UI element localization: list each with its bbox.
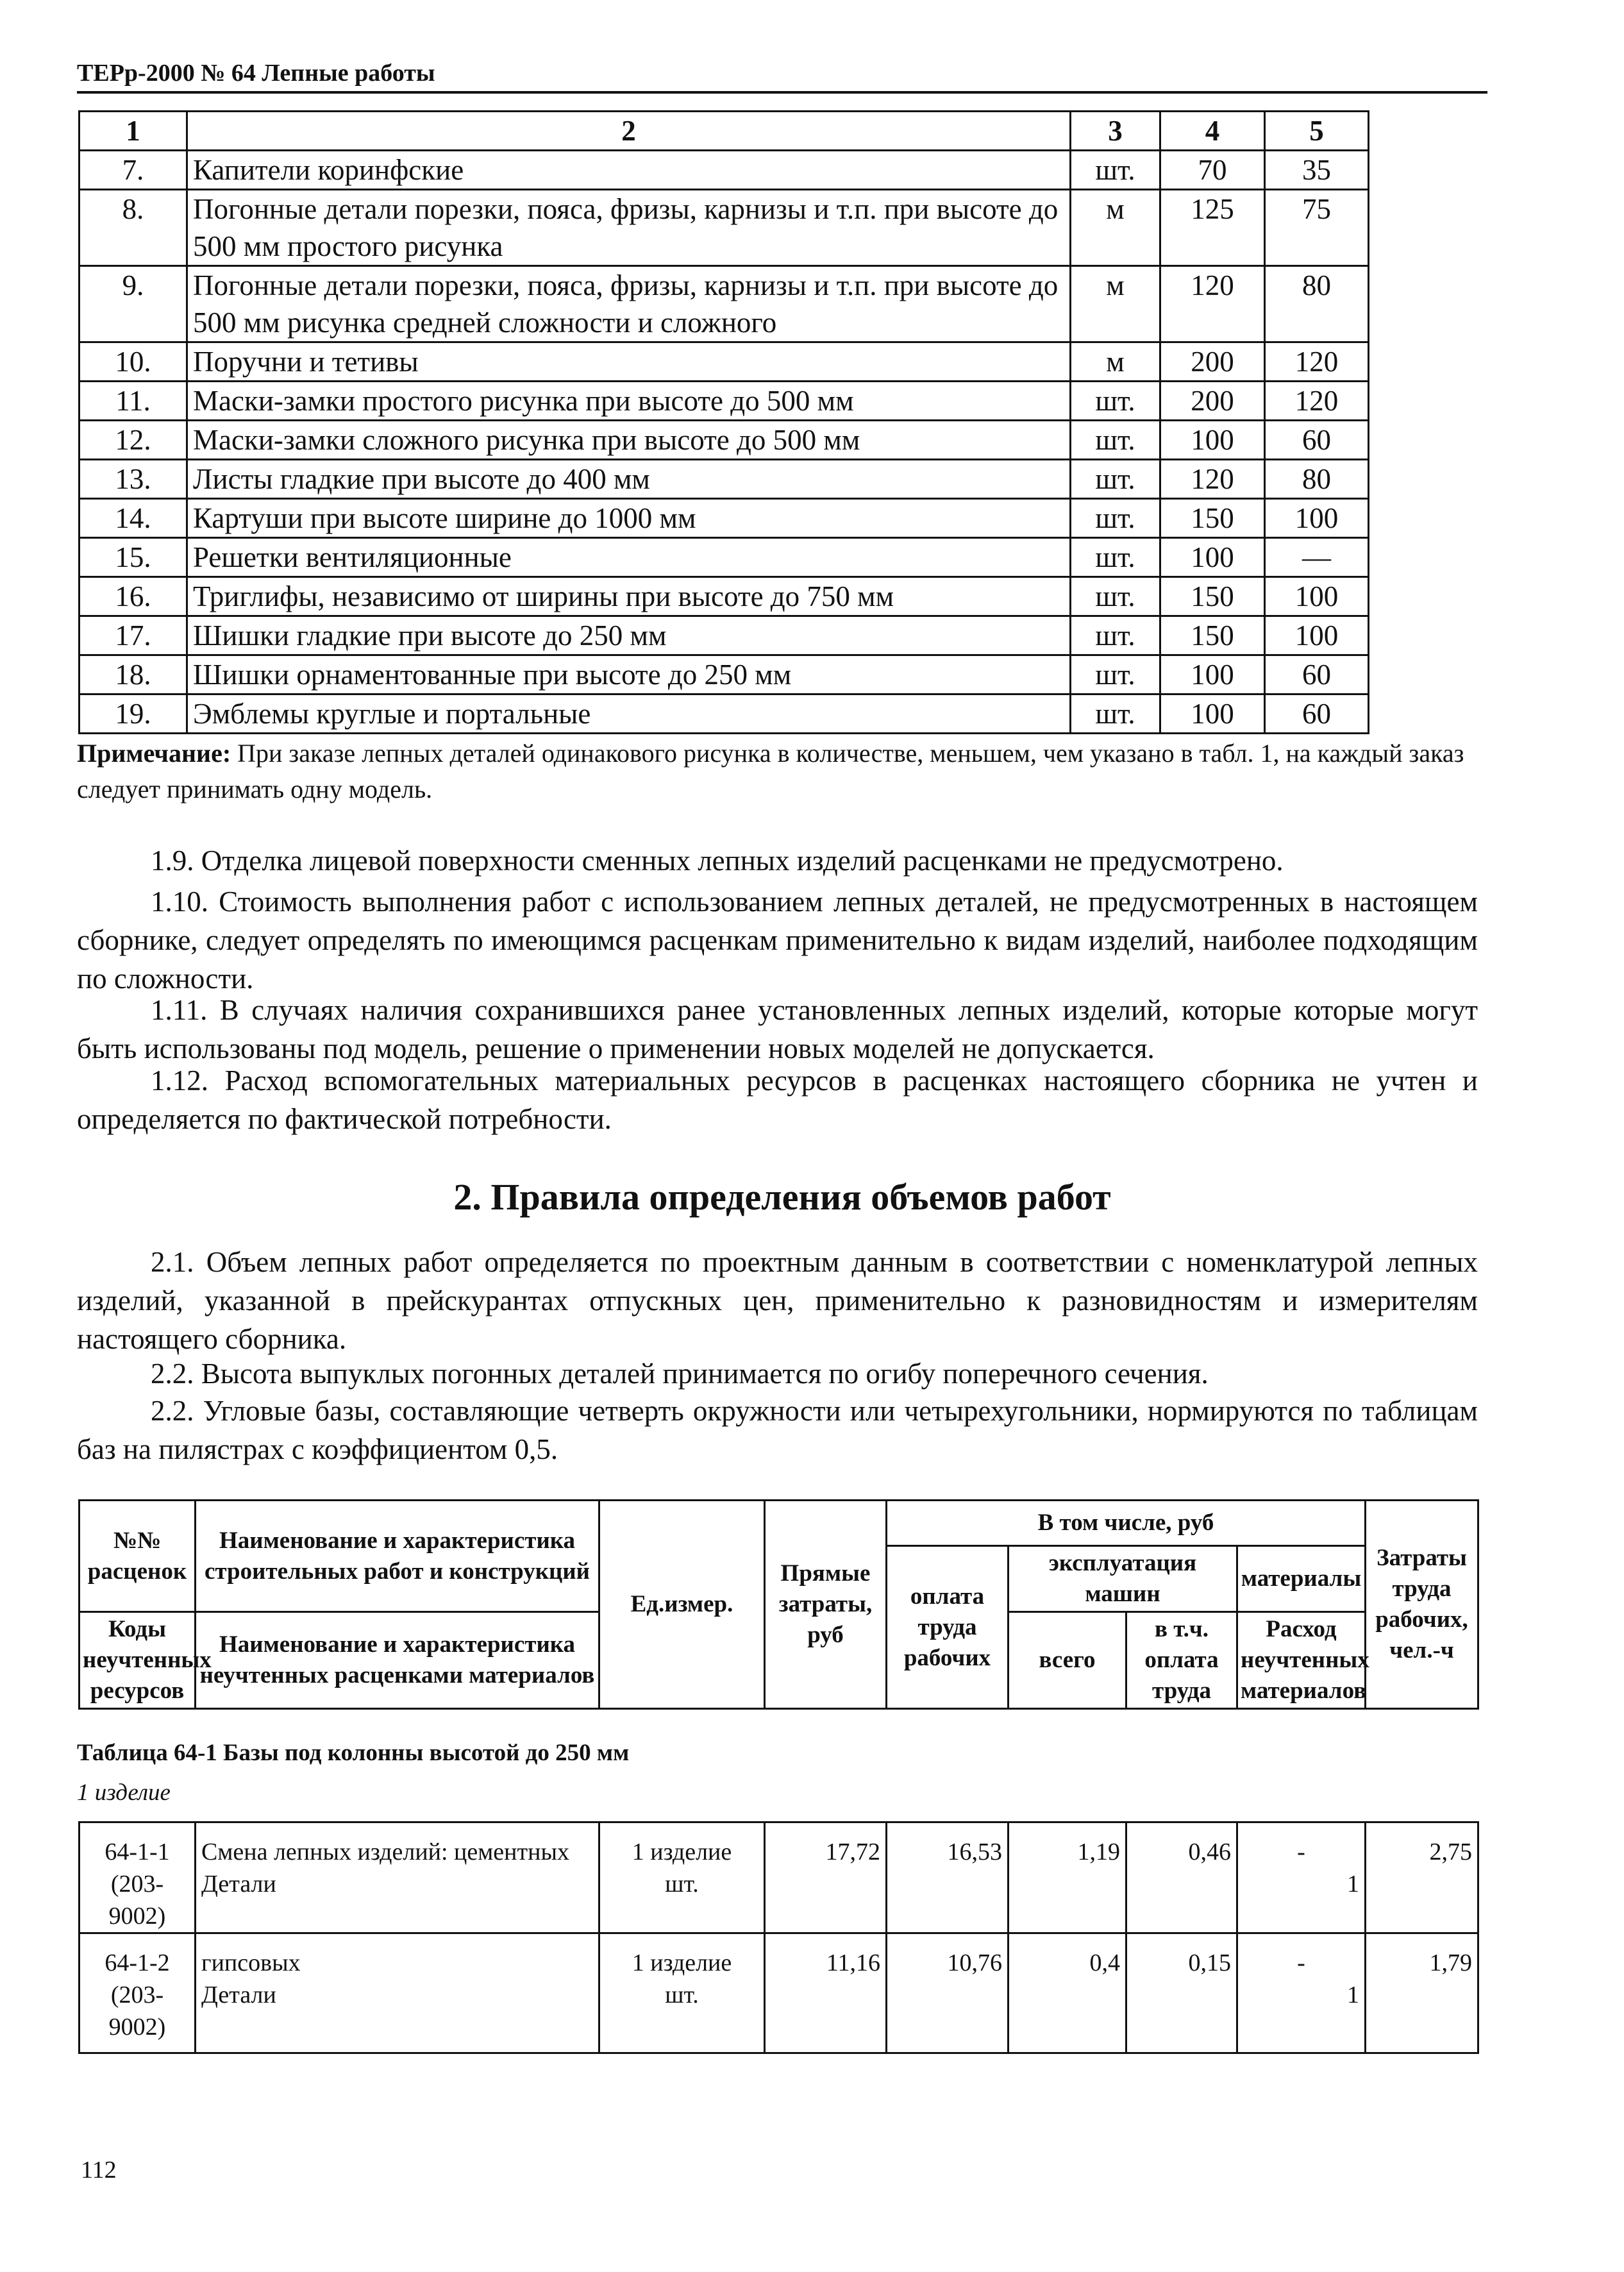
labor-pay: 10,76 (887, 1933, 1009, 1980)
table-row (80, 190, 1369, 266)
item-unit: шт. (1071, 151, 1160, 190)
header-machine-labor: в т.ч. оплата труда (1126, 1612, 1237, 1709)
header-materials: материалы (1237, 1546, 1366, 1612)
unit: 1 изделие (599, 1822, 765, 1869)
item-name: Листы гладкие при высоте до 400 мм (187, 460, 1071, 499)
header-direct-costs: Прямые затраты, руб (765, 1501, 887, 1709)
table-row (80, 616, 1369, 655)
direct-costs: 11,16 (765, 1933, 887, 1980)
table-row (80, 266, 1369, 342)
item-value-5: 120 (1265, 342, 1369, 382)
item-value-4: 70 (1160, 151, 1265, 190)
paragraph-1-11: 1.11. В случаях наличия сохранившихся ранее установленных лепных изделий, которые которые могут быть использованы под модель, решение о применении новых моделей не допускается. (77, 994, 1478, 1064)
item-value-5: 80 (1265, 266, 1369, 342)
table-row (80, 421, 1369, 460)
table-row (80, 1868, 1478, 1933)
header-labor-pay: оплата труда рабочих (887, 1546, 1009, 1709)
header-unmet-name: Наименование и характеристика неучтенных расценками материалов (196, 1612, 599, 1709)
material-quantity: 1 (1237, 1868, 1366, 1933)
work-name: Смена лепных изделий: цементных (196, 1822, 599, 1869)
item-unit: шт. (1071, 460, 1160, 499)
item-value-5: 75 (1265, 190, 1369, 266)
machine-labor: 0,46 (1126, 1822, 1237, 1869)
item-name: Погонные детали порезки, пояса, фризы, карнизы и т.п. при высоте до 500 мм рисунка средней сложности и сложного (187, 266, 1071, 342)
resource-code: (203-9002) (80, 1979, 196, 2053)
table-row (80, 460, 1369, 499)
item-value-5: 35 (1265, 151, 1369, 190)
labor-pay: 16,53 (887, 1822, 1009, 1869)
column-header: 3 (1071, 112, 1160, 151)
item-value-4: 100 (1160, 694, 1265, 734)
header-machine-operation: эксплуатация машин (1009, 1546, 1237, 1612)
direct-costs: 17,72 (765, 1822, 887, 1869)
column-header: 2 (187, 112, 1071, 151)
header-work-name: Наименование и характеристика строительных работ и конструкций (196, 1501, 599, 1612)
item-value-5: — (1265, 538, 1369, 577)
row-number: 17. (80, 616, 187, 655)
item-value-5: 100 (1265, 499, 1369, 538)
table-caption: Таблица 64-1 Базы под колонны высотой до 250 мм (77, 1740, 630, 1766)
machine-labor: 0,15 (1126, 1933, 1237, 1980)
row-number: 8. (80, 190, 187, 266)
row-number: 11. (80, 382, 187, 421)
unit: шт. (599, 1868, 765, 1933)
labor-hours: 2,75 (1366, 1822, 1478, 1869)
item-value-4: 100 (1160, 655, 1265, 694)
note-label: Примечание: (77, 739, 231, 768)
row-number: 19. (80, 694, 187, 734)
item-value-4: 125 (1160, 190, 1265, 266)
header-labor-hours: Затраты труда рабочих, чел.-ч (1366, 1501, 1478, 1709)
item-value-5: 60 (1265, 421, 1369, 460)
resource-name: Детали (196, 1979, 599, 2053)
column-header: 5 (1265, 112, 1369, 151)
row-number: 9. (80, 266, 187, 342)
table-row (80, 538, 1369, 577)
table-note (77, 736, 1487, 807)
item-name: Шишки гладкие при высоте до 250 мм (187, 616, 1071, 655)
rate-code: 64-1-1 (80, 1822, 196, 1869)
table-header-row (80, 112, 1369, 151)
unit: шт. (599, 1979, 765, 2053)
item-name: Эмблемы круглые и портальные (187, 694, 1071, 734)
unit: 1 изделие (599, 1933, 765, 1980)
item-value-4: 200 (1160, 342, 1265, 382)
row-number: 18. (80, 655, 187, 694)
machine-total: 0,4 (1009, 1933, 1126, 1980)
resource-name: Детали (196, 1868, 599, 1933)
materials: - (1237, 1933, 1366, 1980)
row-number: 7. (80, 151, 187, 190)
item-name: Триглифы, независимо от ширины при высоте до 750 мм (187, 577, 1071, 616)
row-number: 14. (80, 499, 187, 538)
item-value-4: 150 (1160, 577, 1265, 616)
header-rule (77, 91, 1487, 94)
materials: - (1237, 1822, 1366, 1869)
rates-table-header (78, 1499, 1479, 1710)
running-header: ТЕРр-2000 № 64 Лепные работы (77, 60, 435, 87)
item-name: Маски-замки простого рисунка при высоте до 500 мм (187, 382, 1071, 421)
item-unit: шт. (1071, 538, 1160, 577)
item-value-4: 150 (1160, 499, 1265, 538)
table-row (80, 151, 1369, 190)
column-header: 1 (80, 112, 187, 151)
item-value-4: 120 (1160, 460, 1265, 499)
header-unit: Ед.измер. (599, 1501, 765, 1709)
item-value-5: 120 (1265, 382, 1369, 421)
page-number: 112 (81, 2157, 117, 2184)
row-number: 13. (80, 460, 187, 499)
item-name: Шишки орнаментованные при высоте до 250 мм (187, 655, 1071, 694)
table-row (80, 694, 1369, 734)
item-unit: шт. (1071, 655, 1160, 694)
column-header: 4 (1160, 112, 1265, 151)
paragraph-1-10: 1.10. Стоимость выполнения работ с использованием лепных деталей, не предусмотренных в настоящем сборнике, следует определять по имеющимся расценкам применительно к видам изделий, наиболее подходящим по сложности. (77, 886, 1478, 995)
item-unit: м (1071, 266, 1160, 342)
item-unit: шт. (1071, 577, 1160, 616)
section-title: 2. Правила определения объемов работ (453, 1176, 1111, 1218)
rate-code: 64-1-2 (80, 1933, 196, 1980)
row-number: 16. (80, 577, 187, 616)
table-row (80, 499, 1369, 538)
row-number: 10. (80, 342, 187, 382)
item-unit: шт. (1071, 616, 1160, 655)
header-unmet-codes: Коды неучтенных ресурсов (80, 1612, 196, 1709)
table-row (80, 382, 1369, 421)
table-row (80, 1979, 1478, 2053)
header-machine-total: всего (1009, 1612, 1126, 1709)
work-name: гипсовых (196, 1933, 599, 1980)
item-name: Картуши при высоте ширине до 1000 мм (187, 499, 1071, 538)
table-row (80, 342, 1369, 382)
item-value-4: 150 (1160, 616, 1265, 655)
row-number: 15. (80, 538, 187, 577)
item-value-4: 100 (1160, 538, 1265, 577)
header-including: В том числе, руб (887, 1501, 1366, 1546)
item-value-5: 100 (1265, 577, 1369, 616)
table-row (80, 577, 1369, 616)
item-value-4: 200 (1160, 382, 1265, 421)
item-unit: шт. (1071, 694, 1160, 734)
material-quantity: 1 (1237, 1979, 1366, 2053)
item-unit: шт. (1071, 421, 1160, 460)
header-rate-number: №№ расценок (80, 1501, 196, 1612)
table-row (80, 1933, 1478, 1980)
note-text: При заказе лепных деталей одинакового рисунка в количестве, меньшем, чем указано в табл. 1, на каждый заказ следует принимать одну модель. (77, 739, 1464, 804)
item-name: Маски-замки сложного рисунка при высоте до 500 мм (187, 421, 1071, 460)
machine-total: 1,19 (1009, 1822, 1126, 1869)
item-value-4: 100 (1160, 421, 1265, 460)
item-unit: шт. (1071, 499, 1160, 538)
paragraph-2-1: 2.1. Объем лепных работ определяется по проектным данным в соответствии с номенклатурой лепных изделий, указанной в прейскурантах отпускных цен, применительно к разновидностям и измерителям настоящего сборника. (77, 1246, 1478, 1355)
item-name: Решетки вентиляционные (187, 538, 1071, 577)
paragraph-1-9: 1.9. Отделка лицевой поверхности сменных лепных изделий расценками не предусмотрено. (151, 845, 1284, 877)
item-name: Капители коринфские (187, 151, 1071, 190)
labor-hours: 1,79 (1366, 1933, 1478, 1980)
item-name: Погонные детали порезки, пояса, фризы, карнизы и т.п. при высоте до 500 мм простого рисунка (187, 190, 1071, 266)
paragraph-2-2b: 2.2. Угловые базы, составляющие четверть окружности или четырехугольники, нормируются по таблицам баз на пилястрах с коэффициентом 0,5. (77, 1395, 1478, 1465)
item-value-5: 100 (1265, 616, 1369, 655)
item-value-5: 60 (1265, 694, 1369, 734)
item-value-5: 80 (1265, 460, 1369, 499)
item-unit: шт. (1071, 382, 1160, 421)
item-name: Поручни и тетивы (187, 342, 1071, 382)
table-row (80, 655, 1369, 694)
item-unit: м (1071, 190, 1160, 266)
table-row (80, 1822, 1478, 1869)
item-value-4: 120 (1160, 266, 1265, 342)
resource-code: (203-9002) (80, 1868, 196, 1933)
paragraph-1-12: 1.12. Расход вспомогательных материальных ресурсов в расценках настоящего сборника не учтен и определяется по фактической потребности. (77, 1064, 1478, 1135)
item-unit: м (1071, 342, 1160, 382)
item-value-5: 60 (1265, 655, 1369, 694)
row-number: 12. (80, 421, 187, 460)
paragraph-2-2a: 2.2. Высота выпуклых погонных деталей принимается по огибу поперечного сечения. (151, 1358, 1209, 1390)
items-table (78, 110, 1369, 734)
table-unit-caption: 1 изделие (77, 1780, 171, 1806)
header-unmet-materials: Расход неучтенных материалов (1237, 1612, 1366, 1709)
rates-table-body (78, 1821, 1479, 2054)
